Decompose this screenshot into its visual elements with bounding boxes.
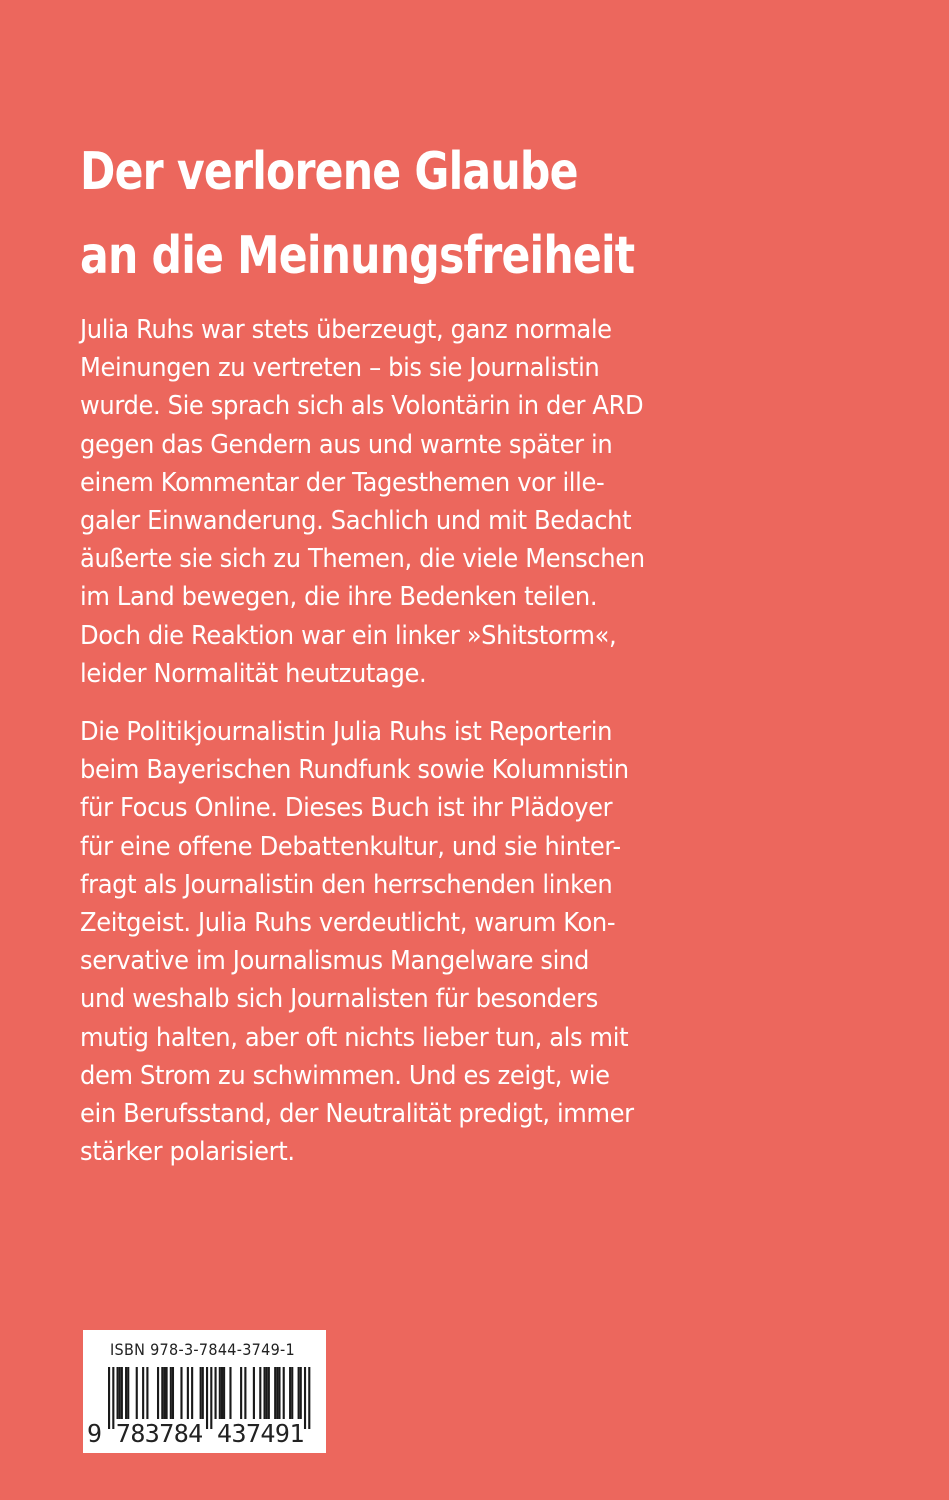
barcode-bar [200, 1367, 202, 1419]
barcode-bar [117, 1367, 119, 1419]
barcode-bar [191, 1367, 193, 1419]
barcode-digits: 9 783784 437491 [87, 1419, 304, 1448]
barcode-bar [221, 1367, 223, 1419]
barcode-bar [180, 1367, 182, 1419]
isbn-barcode-box [83, 1330, 326, 1453]
barcode-bar [291, 1367, 293, 1419]
barcode-bar [161, 1367, 163, 1419]
barcode-bar [202, 1367, 204, 1419]
text-line: Zeitgeist. Julia Ruhs verdeutlicht, warum Kon- [80, 908, 616, 939]
barcode-bar [298, 1367, 300, 1419]
barcode-bar [121, 1367, 123, 1419]
barcode-bar [136, 1367, 138, 1419]
barcode-bar [308, 1367, 310, 1429]
text-line: Julia Ruhs war stets überzeugt, ganz normale [80, 315, 612, 345]
barcode-bar [240, 1367, 242, 1419]
cover-headline [80, 130, 634, 298]
text-line: fragt als Journalistin den herrschenden linken [80, 869, 613, 900]
barcode-bar [219, 1367, 221, 1419]
blurb-paragraph-1 [80, 311, 675, 693]
headline-line-2: an die Meinungsfreiheit [80, 226, 635, 286]
text-line: ein Berufsstand, der Neutralität predigt, immer [80, 1099, 634, 1130]
barcode-bar [125, 1367, 127, 1419]
barcode-bar [268, 1367, 270, 1419]
text-line: dem Strom zu schwimmen. Und es zeigt, wie [80, 1060, 610, 1091]
barcode-bar [119, 1367, 121, 1419]
barcode-bar [229, 1367, 231, 1419]
text-line: äußerte sie sich zu Themen, die viele Menschen [80, 544, 645, 575]
barcode-bar [259, 1367, 261, 1419]
text-line: Die Politikjournalistin Julia Ruhs ist Reporterin [80, 717, 613, 747]
barcode-bar [304, 1367, 306, 1429]
barcode-bar [276, 1367, 278, 1419]
barcode-bar [274, 1367, 276, 1419]
barcode-bar [223, 1367, 225, 1419]
barcode-bar [187, 1367, 189, 1419]
text-line: und weshalb sich Journalisten für besonders [80, 984, 598, 1015]
barcode-bar [253, 1367, 255, 1419]
barcode-bar [127, 1367, 129, 1419]
text-line: für eine offene Debattenkultur, und sie hinter- [80, 831, 621, 862]
text-line: mutig halten, aber oft nichts lieber tun, als mit [80, 1022, 629, 1053]
barcode-bar [157, 1367, 159, 1419]
blurb-paragraph-2 [80, 713, 675, 1171]
barcode-bar [278, 1367, 280, 1419]
isbn-label: ISBN 978-3-7844-3749-1 [110, 1340, 296, 1359]
barcode-bar [166, 1367, 168, 1419]
barcode-bar [283, 1367, 285, 1419]
barcode-bar [215, 1367, 217, 1419]
text-line: galer Einwanderung. Sachlich und mit Bedacht [80, 506, 632, 537]
text-line: im Land bewegen, die ihre Bedenken teilen. [80, 582, 598, 613]
text-line: gegen das Gendern aus und warnte später in [80, 429, 613, 460]
headline-line-1: Der verlorene Glaube [80, 142, 578, 202]
barcode-bar [289, 1367, 291, 1419]
barcode-bar [142, 1367, 144, 1419]
text-line: wurde. Sie sprach sich als Volontärin in der ARD [80, 391, 644, 422]
text-line: für Focus Online. Dieses Buch ist ihr Plädoyer [80, 793, 613, 824]
barcode-bar [163, 1367, 165, 1419]
barcode-bar [170, 1367, 172, 1419]
barcode-bar [263, 1367, 265, 1419]
text-line: servative im Journalismus Mangelware sind [80, 946, 589, 977]
barcode-bar [244, 1367, 246, 1419]
text-line: Doch die Reaktion war ein linker »Shitstorm«, [80, 620, 617, 651]
text-line: einem Kommentar der Tagesthemen vor ille- [80, 467, 605, 498]
text-line: Meinungen zu vertreten – bis sie Journalistin [80, 353, 600, 384]
barcode-bar [300, 1367, 302, 1419]
text-line: beim Bayerischen Rundfunk sowie Kolumnistin [80, 755, 629, 786]
text-line: leider Normalität heutzutage. [80, 658, 427, 689]
barcode-bar [266, 1367, 268, 1419]
text-line: stärker polarisiert. [80, 1137, 295, 1168]
barcode-bar [172, 1367, 174, 1419]
barcode-bar [146, 1367, 148, 1419]
